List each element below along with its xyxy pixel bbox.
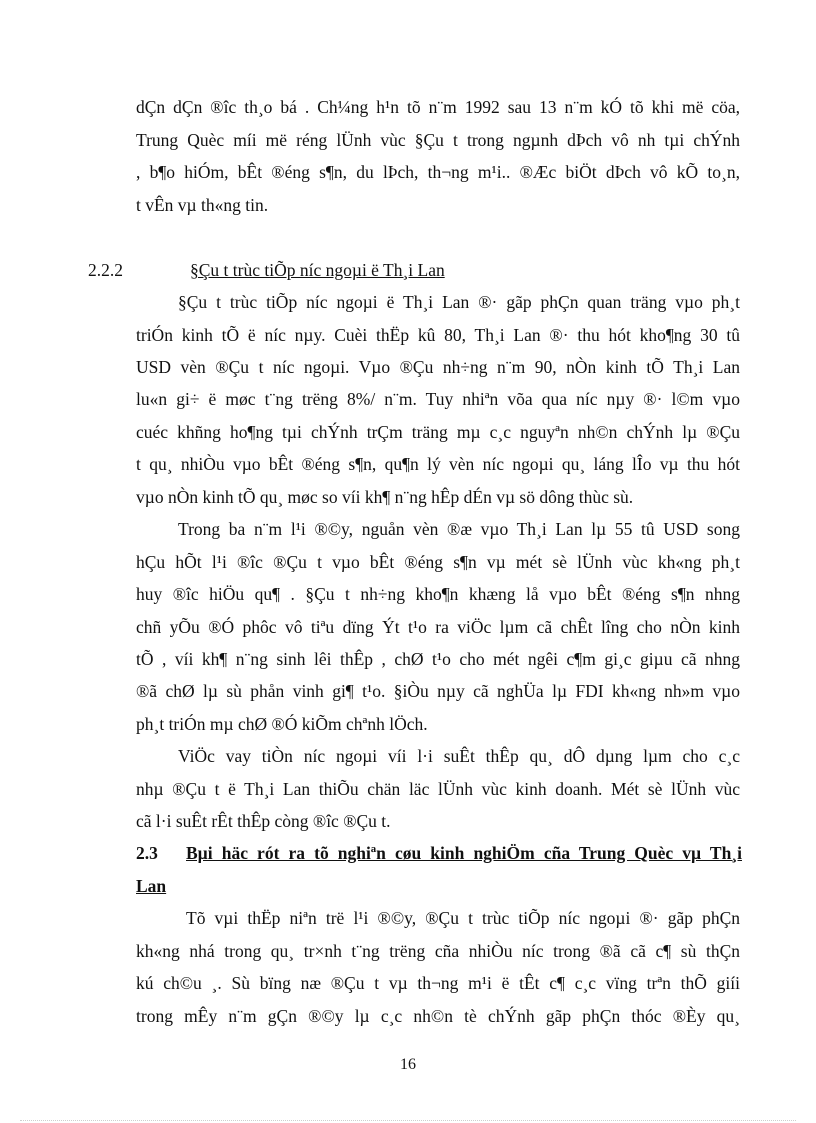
section-title-continued: Lan [136, 876, 167, 896]
text-line: USD vèn ®Çu t níc ngoµi. Vµo ®Çu nh÷ng n¨m 90, nÒn kinh tÕ Th¸i Lan [136, 357, 740, 377]
text-line: kh«ng nhá trong qu¸ tr×nh t¨ng trëng cña nhiÒu níc trong ®ã cã c¶ sù thÇn [136, 941, 740, 961]
page-number: 16 [400, 1056, 416, 1073]
page-bottom-rule [20, 1120, 796, 1121]
text-line: nhµ ®Çu t ë Th¸i Lan thiÕu chän läc lÜnh vùc kinh doanh. Mét sè lÜnh vùc [136, 779, 740, 799]
text-line: dÇn dÇn ®îc th¸o bá . Ch¼ng h¹n tõ n¨m 1992 sau 13 n¨m kÓ tõ khi më cöa, [136, 97, 740, 117]
text-line: triÓn kinh tÕ ë níc nµy. Cuèi thËp kû 80, Th¸i Lan ®· thu hót kho¶ng 30 tû [136, 325, 740, 345]
text-line: lu«n gi÷ ë møc t¨ng trëng 8%/ n¨m. Tuy nhiªn võa qua níc nµy ®· l©m vµo [136, 389, 740, 409]
text-line: trong mÊy n¨m gÇn ®©y lµ c¸c nh©n tè chÝnh gãp phÇn thóc ®Èy qu¸ [136, 1006, 740, 1026]
text-line: t vÊn vµ th«ng tin. [136, 195, 269, 215]
text-line: cuéc khñng ho¶ng tµi chÝnh trÇm träng mµ c¸c nguyªn nh©n chÝnh lµ ®Çu [136, 422, 740, 442]
text-line: §Çu t trùc tiÕp níc ngoµi ë Th¸i Lan ®· gãp phÇn quan träng vµo ph¸t [178, 292, 740, 312]
text-line: tÕ , víi kh¶ n¨ng sinh lêi thÊp , chØ t¹o cho mét ngêi c¶m gi¸c giµu cã nhng [136, 649, 740, 669]
text-line: Tõ vµi thËp niªn trë l¹i ®©y, ®Çu t trùc tiÕp níc ngoµi ®· gãp phÇn [186, 908, 740, 928]
section-number: 2.3 [136, 843, 158, 863]
text-line: chñ yÕu ®Ó phôc vô tiªu dïng Ýt t¹o ra viÖc lµm cã chÊt lîng cho nÒn kinh [136, 617, 740, 637]
text-line: t qu¸ nhiÒu vµo bÊt ®éng s¶n, qu¶n lý vèn níc ngoµi qu¸ láng lÎo vµ thu hót [136, 454, 740, 474]
text-line: kú ch©u ¸. Sù bïng næ ®Çu t vµ th¬ng m¹i ë tÊt c¶ c¸c vïng trªn thÕ giíi [136, 973, 740, 993]
section-number: 2.2.2 [88, 260, 123, 280]
text-line: vµo nÒn kinh tÕ qu¸ møc so víi kh¶ n¨ng hÊp dÉn vµ sö dông thùc sù. [136, 487, 634, 507]
text-line: ®ã chØ lµ sù phån vinh gi¶ t¹o. §iÒu nµy cã nghÜa lµ FDI kh«ng nh»m vµo [136, 681, 740, 701]
text-line: , b¶o hiÓm, bÊt ®éng s¶n, du lÞch, th¬ng m¹i.. ®Æc biÖt dÞch vô kÕ to¸n, [136, 162, 740, 182]
text-line: cã l·i suÊt rÊt thÊp còng ®îc ®Çu t. [136, 811, 391, 831]
section-title: §Çu t trùc tiÕp níc ngoµi ë Th¸i Lan [190, 260, 445, 280]
text-line: huy ®îc hiÖu qu¶ . §Çu t nh÷ng kho¶n khæng lå vµo bÊt ®éng s¶n nhng [136, 584, 740, 604]
text-line: Trong ba n¨m l¹i ®©y, nguån vèn ®æ vµo Th¸i Lan lµ 55 tû USD song [178, 519, 740, 539]
section-title: Bµi häc rót ra tõ nghiªn cøu kinh nghiÖm cña Trung Quèc vµ Th¸i [186, 843, 742, 863]
text-line: ph¸t triÓn mµ chØ ®Ó kiÕm chªnh lÖch. [136, 714, 428, 734]
text-line: hÇu hÕt l¹i ®îc ®Çu t vµo bÊt ®éng s¶n vµ mét sè lÜnh vùc kh«ng ph¸t [136, 552, 740, 572]
text-line: ViÖc vay tiÒn níc ngoµi víi l·i suÊt thÊp qu¸ dÔ dµng lµm cho c¸c [178, 746, 740, 766]
text-line: Trung Quèc míi më réng lÜnh vùc §Çu t trong ngµnh dÞch vô nh tµi chÝnh [136, 130, 740, 150]
